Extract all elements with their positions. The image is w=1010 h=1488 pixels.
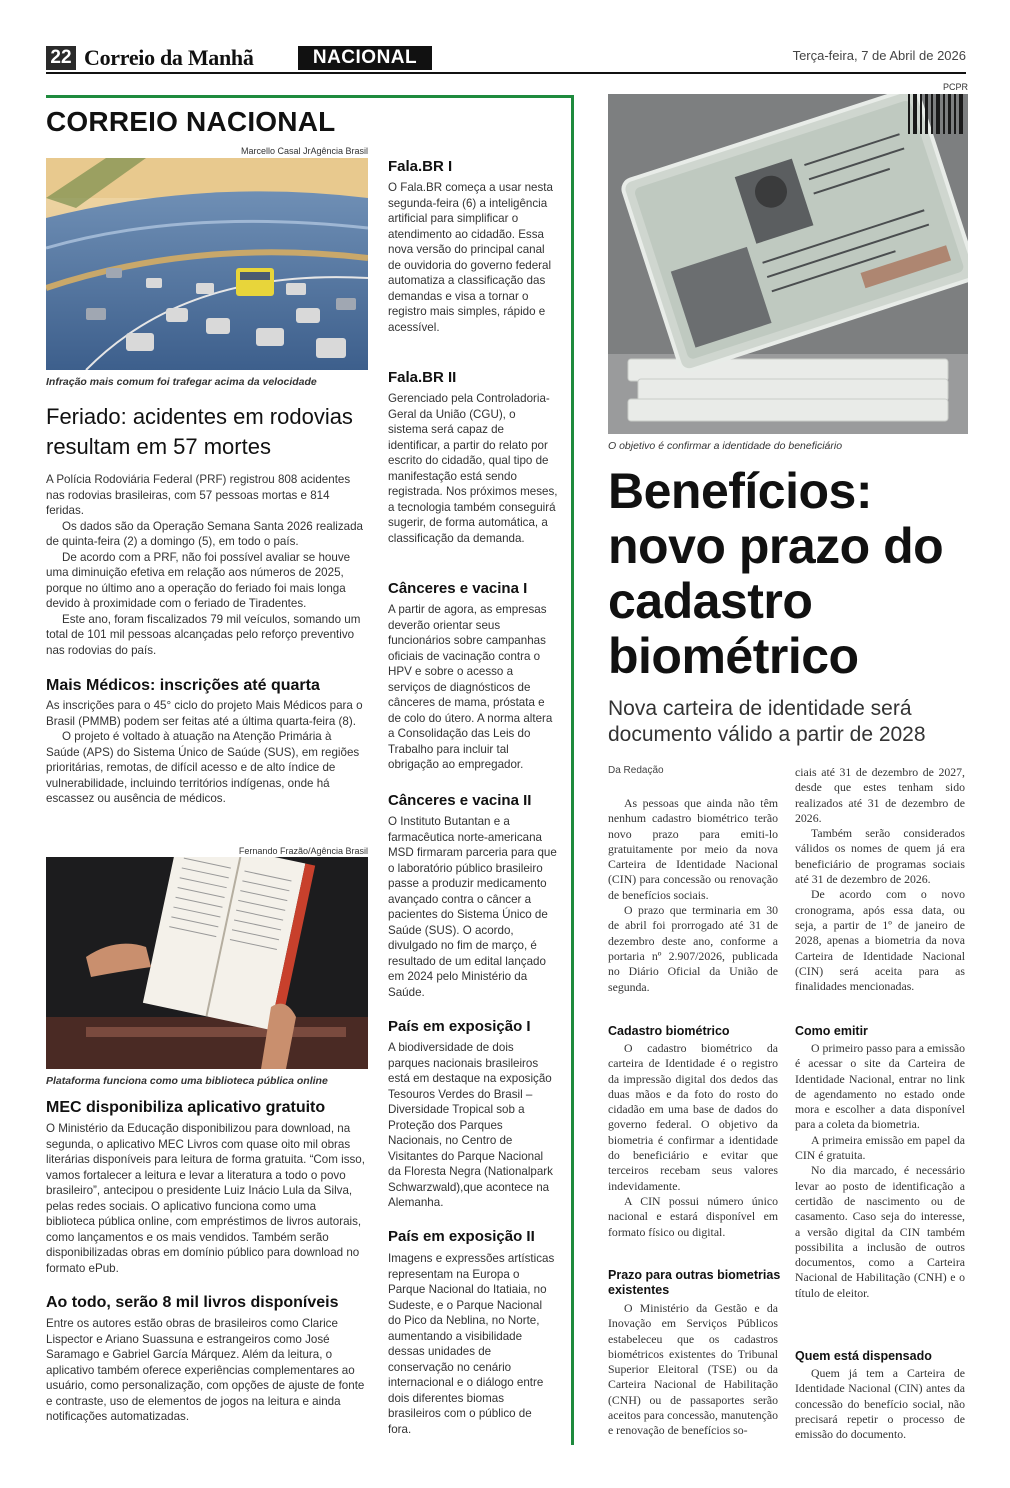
article-column-1a	[608, 796, 778, 995]
feriado-article	[46, 472, 368, 658]
id-card-image	[608, 94, 968, 434]
paragraph: O primeiro passo para a emissão é acessar o site da Carteira de Identidade Nacional, entrar no link de agendamento no estado onde mora e escolher a data disponível para a coleta da biometria.	[795, 1041, 965, 1132]
subhead-cadastro: Cadastro biométrico	[608, 1024, 730, 1038]
page-header	[46, 46, 966, 72]
pais1-text: A biodiversidade de dois parques nacionais brasileiros está em destaque na exposição Tesouros Verdes do Brasil – Diversidade Tropical sob a Proteção dos Parques Nacionais, no Centro de Visitantes do Parque Nacional da Floresta Negra (Nationalpark Schwarzwald),que acontece na Alemanha.	[388, 1041, 553, 1209]
pais2-text: Imagens e expressões artísticas representam na Europa o Parque Nacional do Itatiaia, no Sudeste, e o Parque Nacional do Pico da Neblina, no Norte, aumentando a visibilidade dessas unidades de conservação no cenário internacional e o diálogo entre dois diferentes biomas brasileiros com o público de fora.	[388, 1252, 555, 1436]
main-subtitle: Nova carteira de identidade será documento válido a partir de 2028	[608, 697, 926, 746]
photo-credit: Marcello Casal JrAgência Brasil	[240, 146, 368, 156]
book-photo[interactable]	[46, 857, 368, 1069]
column-title: CORREIO NACIONAL	[46, 106, 336, 137]
subhead-dispensado: Quem está dispensado	[795, 1349, 932, 1363]
mec-headline[interactable]: MEC disponibiliza aplicativo gratuito	[46, 1099, 326, 1116]
pais2-headline[interactable]: País em exposição II	[388, 1228, 535, 1245]
mec-article	[46, 1121, 368, 1276]
livros-headline[interactable]: Ao todo, serão 8 mil livros disponíveis	[46, 1294, 339, 1311]
paragraph: Este ano, foram fiscalizados 79 mil veículos, somando um total de 101 mil pessoas alcançadas pelo reforço preventivo nas rodovias do país.	[46, 612, 361, 657]
paragraph: Entre os autores estão obras de brasileiros como Clarice Lispector e Ariano Suassuna e estrangeiros como José Saramago e Gabriel García Márquez. Além da leitura, o aplicativo também oferece experiências complementares ao usuário, como personalização, com opções de ajuste de fonte e contraste, uso de elementos de jogos na leitura e ainda notificações automatizadas.	[46, 1317, 365, 1423]
cancer1-headline[interactable]: Cânceres e vacina I	[388, 580, 528, 597]
header-rule	[46, 72, 966, 74]
subhead-emitir: Como emitir	[795, 1024, 868, 1038]
book-image	[46, 857, 368, 1069]
photo-caption: Infração mais comum foi trafegar acima da velocidade	[46, 376, 317, 388]
subhead-prazo: Prazo para outras biometrias existentes	[608, 1268, 781, 1297]
paragraph: As inscrições para o 45° ciclo do projeto Mais Médicos para o Brasil (PMMB) podem ser feitas até a última quarta-feira (8).	[46, 699, 363, 728]
byline: Da Redação	[608, 765, 664, 776]
highway-image	[46, 158, 368, 370]
medicos-article	[46, 698, 368, 807]
paragraph: O cadastro biométrico da carteira de Identidade é o registro da impressão digital dos dedos das duas mãos e da foto do rosto do cidadão em uma base de dados do governo federal. O objetivo da biometria é confirmar a identidade do beneficiário e evitar que terceiros recebam seus valores indevidamente.	[608, 1041, 778, 1193]
paragraph: O prazo que terminaria em 30 de abril foi prorrogado até 31 de dezembro deste ano, conforme a portaria nº 2.907/2026, publicada no Diário Oficial da União de segunda.	[608, 903, 778, 994]
paragraph: O Ministério da Gestão e da Inovação em Serviços Públicos estabeleceu que os cadastros biométricos existentes do Tribunal Superior Eleitoral (TSE) ou da Carteira Nacional de Habilitação (CNH) ou de passaportes serão aceitos para concessão, manutenção e renovação de benefícios so-	[608, 1301, 778, 1438]
feriado-headline[interactable]: Feriado: acidentes em rodovias resultam em 57 mortes	[46, 404, 353, 459]
paragraph: O projeto é voltado à atuação na Atenção Primária à Saúde (APS) do Sistema Único de Saúde (SUS), em regiões prioritárias, remotas, de difícil acesso e de alto índice de vulnerabilidade, incluindo territórios indígenas, onde há escassez ou ausência de médicos.	[46, 730, 360, 805]
paragraph: O Ministério da Educação disponibilizou para download, na segunda, o aplicativo MEC Livros com quase oito mil obras literárias disponíveis para leitura de forma gratuita. “Com isso, vamos fortalecer a leitura e levar a literatura a todo o povo brasileiro”, antecipou o presidente Luiz Inácio Lula da Silva, pelas redes sociais. O aplicativo funciona como uma biblioteca pública online, com empréstimos de livros autorais, como lançamentos e os mais vendidos. Também serão disponibilizadas obras em domínio público para download no formato ePub.	[46, 1122, 365, 1275]
article-column-2b	[795, 1041, 965, 1301]
livros-article	[46, 1316, 368, 1425]
highway-photo[interactable]	[46, 158, 368, 370]
cancer1-text: A partir de agora, as empresas deverão orientar seus funcionários sobre campanhas oficiais de vacinação contra o HPV e sobre o acesso a serviços de diagnósticos de cânceres de mama, próstata e de colo do útero. A norma altera a Consolidação das Leis do Trabalho para incluir tal obrigação ao empregador.	[388, 603, 553, 771]
paragraph: No dia marcado, é necessário levar ao posto de identificação a certidão de nascimento ou de casamento. Caso seja do interesse, a versão digital da CIN também possibilita a inclusão de outros documentos, como a Carteira Nacional de Habilitação (CNH) e o título de eleitor.	[795, 1163, 965, 1300]
paragraph: Os dados são da Operação Semana Santa 2026 realizada de quinta-feira (2) a domingo (5), em todo o país.	[46, 519, 363, 548]
id-card-photo[interactable]	[608, 94, 968, 434]
photo-caption: O objetivo é confirmar a identidade do beneficiário	[608, 440, 843, 452]
article-column-2c	[795, 1366, 965, 1442]
pais1-headline[interactable]: País em exposição I	[388, 1018, 531, 1035]
falabr1-text: O Fala.BR começa a usar nesta segunda-feira (6) a inteligência artificial para simplificar o atendimento ao cidadão. Essa nova versão do principal canal de ouvidoria do governo federal automatiza a classificação das demandas e visa a tornar o registro mais simples, rápido e acessível.	[388, 181, 553, 334]
section-label[interactable]: NACIONAL	[298, 46, 432, 70]
edition-date: Terça-feira, 7 de Abril de 2026	[792, 48, 966, 63]
section-side-rule	[571, 95, 574, 1445]
paragraph: Também serão considerados válidos os nomes de quem já era beneficiário de programas sociais até 31 de dezembro de 2026.	[795, 826, 965, 887]
cancer2-headline[interactable]: Cânceres e vacina II	[388, 792, 532, 809]
section-top-rule	[46, 95, 574, 98]
article-column-1b	[608, 1041, 778, 1240]
paragraph: A CIN possui número único nacional e estará disponível em formato físico ou digital.	[608, 1193, 778, 1239]
falabr2-text: Gerenciado pela Controladoria-Geral da União (CGU), o sistema será capaz de identificar, a partir do relato por escrito do cidadão, qual tipo de manifestação está sendo registrada. Nos próximos meses, a tecnologia também conseguirá sugerir, de forma automática, a classificação da demanda.	[388, 392, 558, 545]
paragraph: De acordo com a PRF, não foi possível avaliar se houve uma diminuição efetiva em relação aos números de 2025, porque no último ano a operação do feriado foi mais longa devido à proximidade com o feriado de Tiradentes.	[46, 550, 351, 610]
falabr2-headline[interactable]: Fala.BR II	[388, 369, 457, 386]
article-column-2a	[795, 765, 965, 994]
paragraph: A Polícia Rodoviária Federal (PRF) registrou 808 acidentes nas rodovias brasileiras, com 57 pessoas mortas e 814 feridas.	[46, 473, 351, 517]
paragraph: Quem já tem a Carteira de Identidade Nacional (CIN) antes da concessão do benefício social, não precisará repetir o processo de emissão do documento.	[795, 1366, 965, 1442]
page-number: 22	[46, 46, 76, 70]
newspaper-brand[interactable]: Correio da Manhã	[84, 45, 254, 70]
photo-credit: Fernando Frazão/Agência Brasil	[238, 846, 368, 856]
paragraph: As pessoas que ainda não têm nenhum cadastro biométrico terão novo prazo para emiti-lo gratuitamente por meio da nova Carteira de Identidade Nacional (CIN) para concessão ou renovação de benefícios sociais.	[608, 796, 778, 902]
paragraph: De acordo com o novo cronograma, após essa data, ou seja, a partir de 1º de janeiro de 2028, apenas a biometria da nova Carteira de Identidade Nacional (CIN) será aceita para as finalidades mencionadas.	[795, 887, 965, 994]
cancer2-text: O Instituto Butantan e a farmacêutica norte-americana MSD firmaram parceria para que o laboratório público brasileiro passe a produzir medicamento avançado contra o câncer a pacientes do Sistema Único de Saúde (SUS). O acordo, divulgado no fim de março, é resultado de um edital lançado em 2024 pelo Ministério da Saúde.	[388, 815, 557, 999]
photo-credit: PCPR	[942, 82, 968, 92]
photo-caption: Plataforma funciona como uma biblioteca pública online	[46, 1075, 328, 1087]
main-headline[interactable]: Benefícios: novo prazo do cadastro biométrico	[608, 463, 944, 684]
paragraph: A primeira emissão em papel da CIN é gratuita.	[795, 1132, 965, 1163]
article-column-1c	[608, 1301, 778, 1439]
paragraph: ciais até 31 de dezembro de 2027, desde que estes tenham sido realizados até 31 de dezembro de 2026.	[795, 765, 965, 825]
medicos-headline[interactable]: Mais Médicos: inscrições até quarta	[46, 677, 320, 694]
falabr1-headline[interactable]: Fala.BR I	[388, 158, 453, 175]
